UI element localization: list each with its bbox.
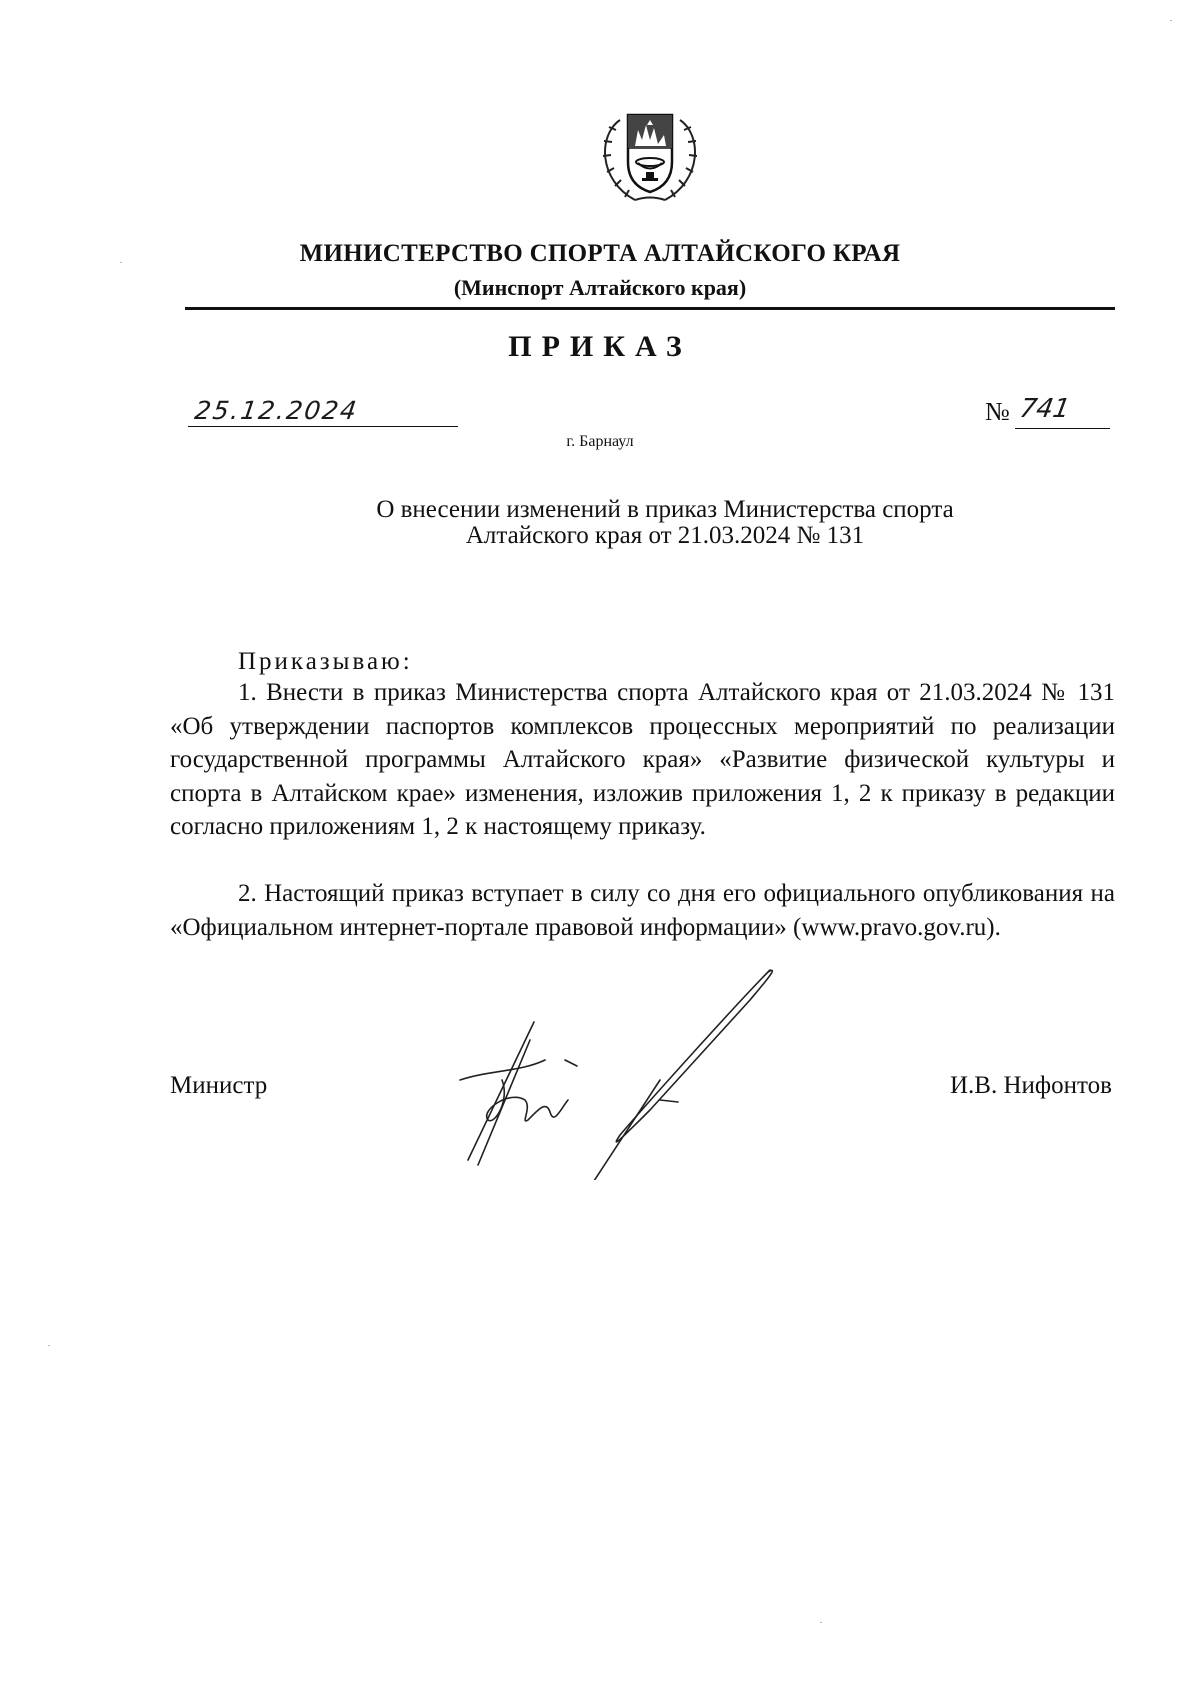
document-city: г. Барнаул xyxy=(566,433,634,450)
date-underline xyxy=(188,426,458,427)
document-number: 741 xyxy=(1017,394,1073,424)
paragraph-1: 1. Внести в приказ Министерства спорта Алтайского края от 21.03.2024 № 131 «Об утверждении паспортов комплексов процессных мероприятий по реализации государственной программы Алтайского края» «Развитие физической культуры и спорта в Алтайском крае» изменения, изложив приложения 1, 2 к приказу в редакции согласно приложениям 1, 2 к настоящему приказу. xyxy=(170,679,1115,840)
number-label: № xyxy=(985,397,1010,426)
document-type-title: ПРИКАЗ xyxy=(508,330,692,363)
scan-speck xyxy=(120,262,122,263)
scan-speck xyxy=(1170,20,1172,21)
organization-name: МИНИСТЕРСТВО СПОРТА АЛТАЙСКОГО КРАЯ xyxy=(299,240,901,267)
handwritten-signature xyxy=(450,960,810,1180)
coat-of-arms-emblem xyxy=(580,100,720,210)
order-verb: Приказываю: xyxy=(238,648,413,675)
document-date: 25.12.2024 xyxy=(192,396,361,425)
header-divider xyxy=(185,307,1115,310)
number-underline xyxy=(1015,428,1110,429)
signer-name: И.В. Нифонтов xyxy=(950,1072,1112,1099)
scan-speck xyxy=(48,1345,50,1346)
scan-speck xyxy=(820,1622,822,1623)
document-subject: О внесении изменений в приказ Министерства спорта Алтайского края от 21.03.2024 № 131 xyxy=(376,496,954,549)
paragraph-2: 2. Настоящий приказ вступает в силу со дня его официального опубликования на «Официальном интернет-портале правовой информации» (www.pravo.gov.ru). xyxy=(170,880,1115,941)
signer-title: Министр xyxy=(170,1072,268,1099)
organization-short-name: (Минспорт Алтайского края) xyxy=(453,275,747,300)
